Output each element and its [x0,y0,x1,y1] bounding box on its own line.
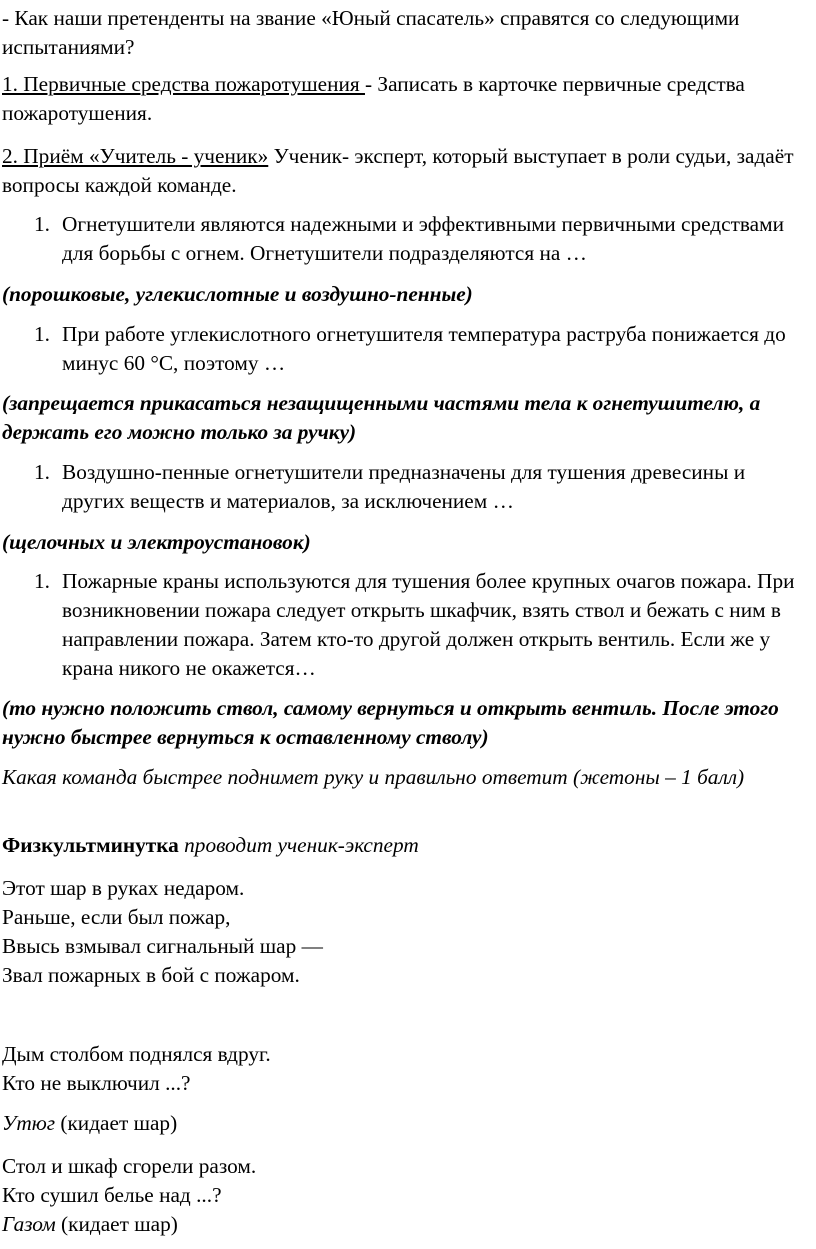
task-2-text: Ученик- эксперт, который выступает в роли судьи, задаёт вопросы каждой команде. [2,144,794,197]
question-item [34,320,804,378]
question-answer: (то нужно положить ствол, самому вернуться и открыть вентиль. После этого нужно быстрее вернуться к оставленному стволу) [2,696,779,749]
task-2-title: 2. Приём «Учитель - ученик» [2,144,269,168]
question-item [34,567,804,683]
question-number: 1. [34,460,50,484]
question-text: При работе углекислотного огнетушителя температура раструба понижается до минус 60 °С, поэтому … [62,322,786,375]
task-1-text: - Записать в карточке первичные средства пожаротушения. [2,72,745,125]
poem-line: Звал пожарных в бой с пожаром. [2,963,300,987]
answer-word: Газом [2,1212,56,1236]
answer-note: (кидает шар) [55,1111,178,1135]
fizminutka-heading [2,831,802,860]
answer-note: (кидает шар) [55,1212,178,1236]
poem-line: Стол и шкаф сгорели разом. [2,1154,257,1178]
question-answer: (щелочных и электроустановок) [2,530,311,554]
question-answer: (порошковые, углекислотные и воздушно-пенные) [2,282,473,306]
question-text: Пожарные краны используются для тушения более крупных очагов пожара. При возникновении пожара следует открыть шкафчик, взять ствол и бежать с ним в направлении пожара. Затем кто-то другой должен открыть вентиль. Если же у крана никого не окажется… [62,569,795,680]
poem-line: Ввысь взмывал сигнальный шар — [2,934,323,958]
task-1-paragraph [2,70,802,128]
poem-answer-1 [2,1109,802,1138]
poem-answer-2 [2,1210,802,1239]
question-item [34,458,804,516]
poem-stanza-1 [2,874,802,990]
poem-line: Этот шар в руках недаром. [2,876,245,900]
poem-line: Кто не выключил ...? [2,1071,191,1095]
question-number: 1. [34,322,50,346]
question-number: 1. [34,212,50,236]
intro-paragraph: - Как наши претенденты на звание «Юный спасатель» справятся со следующими испытаниями? [2,6,740,59]
question-text: Воздушно-пенные огнетушители предназначены для тушения древесины и других веществ и материалов, за исключением … [62,460,746,513]
question-answer: (запрещается прикасаться незащищенными частями тела к огнетушителю, а держать его можно только за ручку) [2,391,761,444]
fizminutka-subtitle: проводит ученик-эксперт [178,833,419,857]
poem-line: Раньше, если был пожар, [2,905,231,929]
question-item [34,210,804,268]
task-1-title: 1. Первичные средства пожаротушения [2,72,365,96]
task-2-paragraph [2,142,802,200]
poem-stanza-2 [2,1040,802,1098]
poem-line: Дым столбом поднялся вдруг. [2,1042,271,1066]
question-number: 1. [34,569,50,593]
scoring-note: Какая команда быстрее поднимет руку и правильно ответит (жетоны – 1 балл) [2,765,745,789]
poem-line: Кто сушил белье над ...? [2,1183,222,1207]
question-text: Огнетушители являются надежными и эффективными первичными средствами для борьбы с огнем. Огнетушители подразделяются на … [62,212,784,265]
answer-word: Утюг [2,1111,56,1135]
poem-stanza-3 [2,1152,802,1239]
fizminutka-title: Физкультминутка [2,833,179,857]
